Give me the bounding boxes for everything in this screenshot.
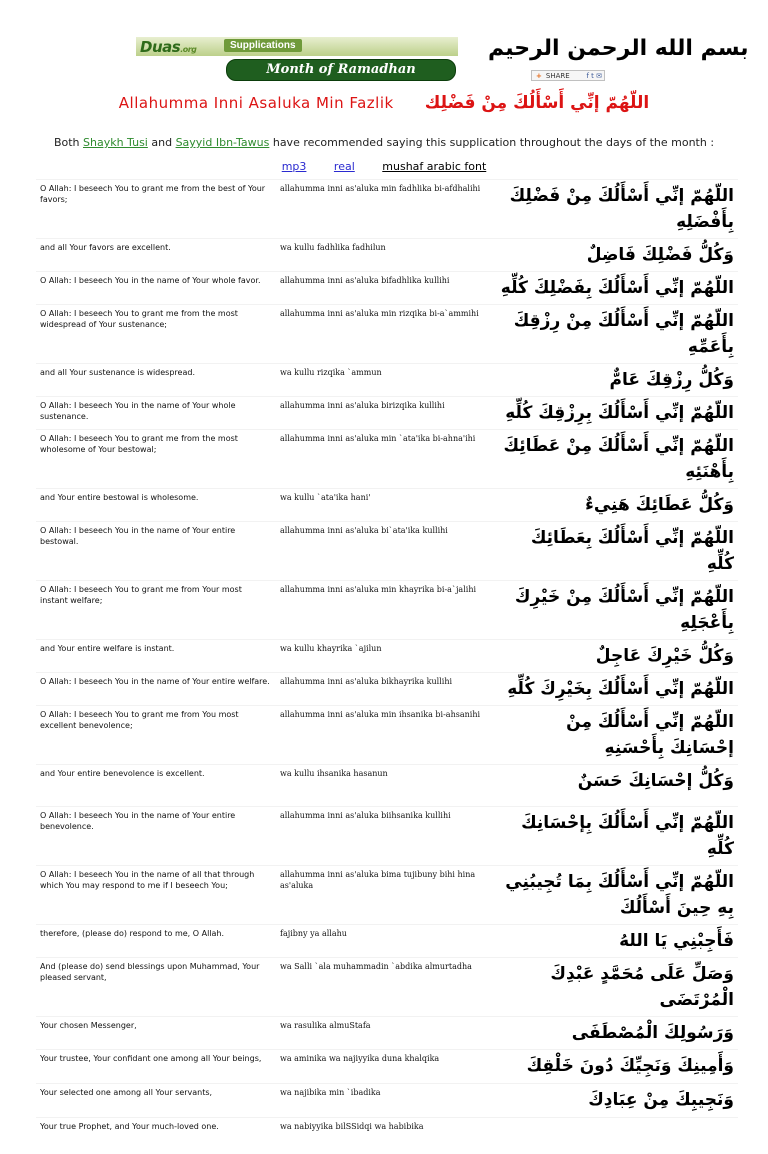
table-row [36, 272, 738, 305]
transliteration-text: allahumma inni as'aluka min `ata'ika bi-ahna'ihi [276, 430, 494, 489]
dua-table [36, 179, 738, 1154]
table-row [36, 1118, 738, 1154]
transliteration-text: fajibny ya allahu [276, 925, 494, 958]
english-text: O Allah: I beseech You in the name of Your entire bestowal. [36, 522, 276, 581]
table-row [36, 180, 738, 239]
arabic-text: وَأَمِينِكَ وَنَجِيِّكَ دُونَ خَلْقِكَ [494, 1050, 738, 1084]
transliteration-text: allahumma inni as'aluka birizqika kullihi [276, 397, 494, 430]
transliteration-text: wa najibika min `ibadika [276, 1084, 494, 1118]
transliteration-text: wa aminika wa najiyyika duna khalqika [276, 1050, 494, 1084]
title-latin: Allahumma Inni Asaluka Min Fazlik [118, 94, 394, 112]
intro-and: and [151, 136, 173, 149]
transliteration-text: allahumma inni as'aluka bikhayrika kullihi [276, 673, 494, 706]
transliteration-text: allahumma inni as'aluka biihsanika kullihi [276, 807, 494, 866]
transliteration-text: wa kullu fadhlika fadhilun [276, 239, 494, 272]
arabic-text: وَكُلُّ عَطَائِكَ هَنِيءٌ [494, 489, 738, 522]
arabic-text [494, 1118, 738, 1154]
mp3-link[interactable]: mp3 [281, 160, 307, 173]
arabic-text: اللّهُمّ إنِّي أَسْأَلُكَ مِنْ إحْسَانِكَ بِأَحْسَنِهِ [494, 706, 738, 765]
arabic-text: اللّهُمّ إنِّي أَسْأَلُكَ مِنْ فَضْلِكَ بِأَفْضَلِهِ [494, 180, 738, 239]
month-banner: Month of Ramadhan [226, 59, 456, 81]
table-row [36, 1050, 738, 1084]
transliteration-text: wa nabiyyika bilSSidqi wa habibika [276, 1118, 494, 1154]
english-text: O Allah: I beseech You to grant me from Your most instant welfare; [36, 581, 276, 640]
english-text: O Allah: I beseech You in the name of Your entire welfare. [36, 673, 276, 706]
transliteration-text: wa Salli `ala muhammadin `abdika almurtadha [276, 958, 494, 1017]
table-row [36, 807, 738, 866]
arabic-text: اللّهُمّ إنِّي أَسْأَلُكَ مِنْ خَيْرِكَ بِأَعْجَلِهِ [494, 581, 738, 640]
transliteration-text: allahumma inni as'aluka bima tujibuny bihi hina as'aluka [276, 866, 494, 925]
table-row [36, 397, 738, 430]
table-row [36, 958, 738, 1017]
english-text: O Allah: I beseech You to grant me from the best of Your favors; [36, 180, 276, 239]
arabic-text: اللّهُمّ إنِّي أَسْأَلُكَ بِفَضْلِكَ كُلِّهِ [494, 272, 738, 305]
transliteration-text: wa kullu `ata'ika hani' [276, 489, 494, 522]
supplications-label[interactable]: Supplications [224, 39, 302, 52]
english-text: O Allah: I beseech You in the name of all that through which You may respond to me if I beseech You; [36, 866, 276, 925]
shaykh-tusi-link[interactable]: Shaykh Tusi [83, 136, 148, 149]
table-row [36, 640, 738, 673]
transliteration-text: allahumma inni as'aluka min ihsanika bi-ahsanihi [276, 706, 494, 765]
english-text: O Allah: I beseech You in the name of Your whole favor. [36, 272, 276, 305]
table-row [36, 430, 738, 489]
arabic-text: وَكُلُّ رِزْقِكَ عَامٌّ [494, 364, 738, 397]
arabic-text: اللّهُمّ إنِّي أَسْأَلُكَ بِإحْسَانِكَ كُلِّهِ [494, 807, 738, 866]
english-text: O Allah: I beseech You in the name of Your whole sustenance. [36, 397, 276, 430]
arabic-text: فَأَجِبْنِي يَا اللهُ [494, 925, 738, 958]
share-label: SHARE [545, 72, 570, 80]
site-logo[interactable] [140, 38, 196, 56]
title-arabic: اللّهُمّ إنِّي أَسْأَلُكَ مِنْ فَضْلِك [424, 93, 650, 113]
arabic-text: اللّهُمّ إنِّي أَسْأَلُكَ بِرِزْقِكَ كُلِّهِ [494, 397, 738, 430]
english-text: and Your entire welfare is instant. [36, 640, 276, 673]
mushaf-font-link[interactable]: mushaf arabic font [382, 160, 487, 173]
english-text: O Allah: I beseech You to grant me from You most excellent benevolence; [36, 706, 276, 765]
transliteration-text: wa kullu ihsanika hasanun [276, 765, 494, 807]
social-icons: f t ✉ [586, 72, 602, 80]
share-button[interactable] [531, 70, 605, 81]
logo-main: Duas [140, 38, 181, 56]
arabic-text: وَكُلُّ فَضْلِكَ فَاضِلٌ [494, 239, 738, 272]
bismillah-calligraphy: بسم الله الرحمن الرحيم [488, 36, 749, 61]
arabic-text: اللّهُمّ إنِّي أَسْأَلُكَ بِعَطَائِكَ كُلِّهِ [494, 522, 738, 581]
english-text: And (please do) send blessings upon Muhammad, Your pleased servant, [36, 958, 276, 1017]
arabic-text: وَكُلُّ إحْسَانِكَ حَسَنٌ [494, 765, 738, 807]
arabic-text: اللّهُمّ إنِّي أَسْأَلُكَ مِنْ رِزْقِكَ بِأَعَمِّهِ [494, 305, 738, 364]
transliteration-text: wa kullu rizqika `ammun [276, 364, 494, 397]
transliteration-text: allahumma inni as'aluka min khayrika bi-a`jalihi [276, 581, 494, 640]
table-row [36, 239, 738, 272]
table-row [36, 765, 738, 807]
english-text: O Allah: I beseech You to grant me from the most wholesome of Your bestowal; [36, 430, 276, 489]
table-row [36, 1017, 738, 1050]
english-text: Your selected one among all Your servants, [36, 1084, 276, 1118]
arabic-text: وَرَسُولِكَ الْمُصْطَفَى [494, 1017, 738, 1050]
media-links [0, 160, 768, 173]
english-text: and Your entire bestowal is wholesome. [36, 489, 276, 522]
intro-text [0, 136, 768, 149]
page-title [0, 93, 768, 113]
table-row [36, 866, 738, 925]
table-row [36, 673, 738, 706]
arabic-text: وَصَلِّ عَلَى مُحَمَّدٍ عَبْدِكَ الْمُرْتَضَى [494, 958, 738, 1017]
transliteration-text: allahumma inni as'aluka bifadhlika kullihi [276, 272, 494, 305]
table-row [36, 581, 738, 640]
transliteration-text: wa rasulika almuStafa [276, 1017, 494, 1050]
arabic-text: اللّهُمّ إنِّي أَسْأَلُكَ بِمَا تُجِيبُنِي بِهِ حِينَ أَسْأَلُكَ [494, 866, 738, 925]
transliteration-text: wa kullu khayrika `ajilun [276, 640, 494, 673]
english-text: and all Your sustenance is widespread. [36, 364, 276, 397]
english-text: Your true Prophet, and Your much-loved one. [36, 1118, 276, 1154]
transliteration-text: allahumma inni as'aluka min fadhlika bi-afdhalihi [276, 180, 494, 239]
table-row [36, 364, 738, 397]
site-banner[interactable] [136, 37, 458, 81]
logo-domain: .org [180, 45, 197, 54]
sayyid-ibn-tawus-link[interactable]: Sayyid Ibn-Tawus [175, 136, 270, 149]
dua-table-body [36, 180, 738, 1154]
arabic-text: وَنَجِيبِكَ مِنْ عِبَادِكَ [494, 1084, 738, 1118]
english-text: and all Your favors are excellent. [36, 239, 276, 272]
table-row [36, 489, 738, 522]
english-text: Your trustee, Your confidant one among all Your beings, [36, 1050, 276, 1084]
arabic-text: اللّهُمّ إنِّي أَسْأَلُكَ بِخَيْرِكَ كُلِّهِ [494, 673, 738, 706]
arabic-text: وَكُلُّ خَيْرِكَ عَاجِلٌ [494, 640, 738, 673]
table-row [36, 305, 738, 364]
real-link[interactable]: real [333, 160, 355, 173]
intro-before: Both [53, 136, 80, 149]
transliteration-text: allahumma inni as'aluka min rizqika bi-a`ammihi [276, 305, 494, 364]
table-row [36, 522, 738, 581]
table-row [36, 1084, 738, 1118]
intro-after: have recommended saying this supplication throughout the days of the month : [272, 136, 715, 149]
english-text: Your chosen Messenger, [36, 1017, 276, 1050]
banner-top-bar [136, 37, 458, 56]
english-text: O Allah: I beseech You to grant me from the most widespread of Your sustenance; [36, 305, 276, 364]
english-text: O Allah: I beseech You in the name of Your entire benevolence. [36, 807, 276, 866]
transliteration-text: allahumma inni as'aluka bi`ata'ika kullihi [276, 522, 494, 581]
arabic-text: اللّهُمّ إنِّي أَسْأَلُكَ مِنْ عَطَائِكَ بِأَهْنَئِهِ [494, 430, 738, 489]
share-plus-icon: + [536, 72, 542, 80]
table-row [36, 925, 738, 958]
english-text: and Your entire benevolence is excellent. [36, 765, 276, 807]
english-text: therefore, (please do) respond to me, O Allah. [36, 925, 276, 958]
table-row [36, 706, 738, 765]
